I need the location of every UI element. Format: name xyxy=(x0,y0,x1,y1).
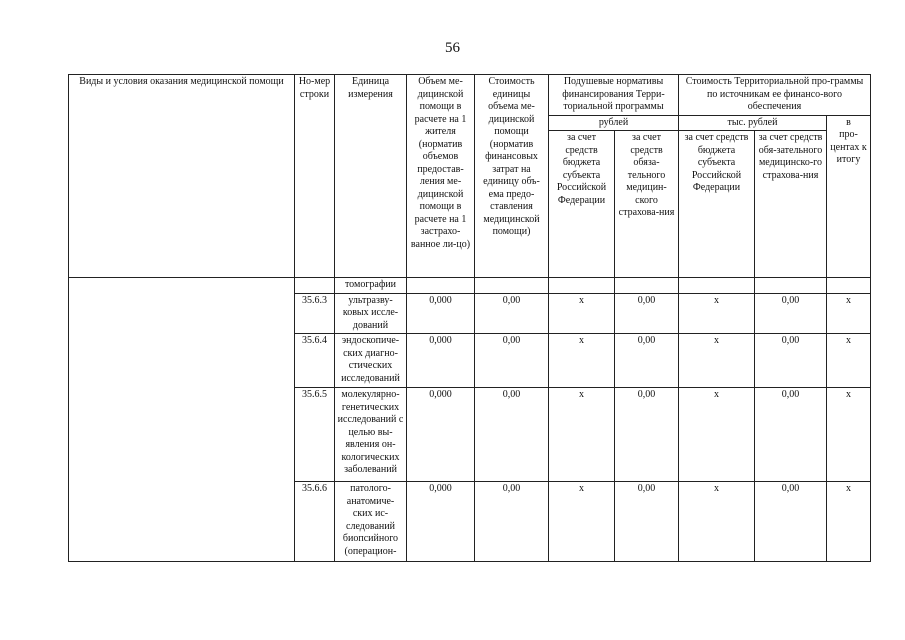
row-pc-budget: х xyxy=(549,482,615,562)
header-percent xyxy=(827,115,871,278)
cont-empty xyxy=(407,278,475,294)
row-percent: х xyxy=(827,293,871,334)
row-volume: 0,000 xyxy=(407,334,475,388)
header-percent-text: про-центах к итогу xyxy=(830,129,867,165)
row-tc-budget: х xyxy=(679,388,755,482)
row-pc-budget: х xyxy=(549,293,615,334)
header-unit: Единица измерения xyxy=(335,75,407,278)
row-tc-oms: 0,00 xyxy=(755,293,827,334)
cont-empty xyxy=(615,278,679,294)
header-tc-oms: за счет средств обя-зательного медицинско-го страхова-ния xyxy=(755,131,827,278)
row-unit: ультразву-ковых иссле-дований xyxy=(335,293,407,334)
cont-empty xyxy=(827,278,871,294)
header-per-capita-group: Подушевые нормативы финансирования Терри-ториальной программы xyxy=(549,75,679,116)
header-pc-budget: за счет средств бюджета субъекта Российской Федерации xyxy=(549,131,615,278)
row-number: 35.6.5 xyxy=(295,388,335,482)
row-unit: эндоскопиче-ских диагно-стических исследований xyxy=(335,334,407,388)
row-volume: 0,000 xyxy=(407,388,475,482)
page-number: 56 xyxy=(445,40,460,56)
header-tc-budget: за счет средств бюджета субъекта Российской Федерации xyxy=(679,131,755,278)
row-percent: х xyxy=(827,388,871,482)
header-unit-thousand: тыс. рублей xyxy=(679,115,827,131)
header-percent-v: в xyxy=(846,116,851,128)
row-cost: 0,00 xyxy=(475,334,549,388)
cont-unit: томографии xyxy=(335,278,407,294)
row-tc-budget: х xyxy=(679,334,755,388)
kinds-cell-empty xyxy=(69,278,295,562)
row-pc-budget: х xyxy=(549,334,615,388)
financing-table xyxy=(68,74,871,562)
header-row-number: Но-мер строки xyxy=(295,75,335,278)
header-volume: Объем ме-дицинской помощи в расчете на 1 жителя (норматив объемов предостав-ления ме-дицинской помощи в расчете на 1 застрахо-ванное ли-цо) xyxy=(407,75,475,278)
row-tc-oms: 0,00 xyxy=(755,388,827,482)
cont-num xyxy=(295,278,335,294)
header-unit-rubles: рублей xyxy=(549,115,679,131)
header-unit-cost: Стоимость единицы объема ме-дицинской помощи (норматив финансовых затрат на единицу объ-ема предо-ставления медицинской помощи) xyxy=(475,75,549,278)
row-number: 35.6.6 xyxy=(295,482,335,562)
row-tc-budget: х xyxy=(679,482,755,562)
row-tc-oms: 0,00 xyxy=(755,482,827,562)
row-pc-oms: 0,00 xyxy=(615,334,679,388)
row-pc-oms: 0,00 xyxy=(615,293,679,334)
row-unit: молекулярно-генетических исследований с целью вы-явления он-кологических заболеваний xyxy=(335,388,407,482)
row-pc-oms: 0,00 xyxy=(615,482,679,562)
row-percent: х xyxy=(827,334,871,388)
cont-empty xyxy=(475,278,549,294)
row-percent: х xyxy=(827,482,871,562)
row-tc-oms: 0,00 xyxy=(755,334,827,388)
cont-empty xyxy=(755,278,827,294)
row-tc-budget: х xyxy=(679,293,755,334)
row-pc-budget: х xyxy=(549,388,615,482)
row-number: 35.6.4 xyxy=(295,334,335,388)
cont-empty xyxy=(679,278,755,294)
header-pc-oms: за счет средств обяза-тельного медицин-ского страхова-ния xyxy=(615,131,679,278)
row-cost: 0,00 xyxy=(475,388,549,482)
cont-empty xyxy=(549,278,615,294)
row-cost: 0,00 xyxy=(475,293,549,334)
row-pc-oms: 0,00 xyxy=(615,388,679,482)
row-unit: патолого-анатомиче-ских ис-следований биопсийного (операцион- xyxy=(335,482,407,562)
row-volume: 0,000 xyxy=(407,482,475,562)
row-number: 35.6.3 xyxy=(295,293,335,334)
header-kinds: Виды и условия оказания медицинской помощи xyxy=(69,75,295,278)
row-cost: 0,00 xyxy=(475,482,549,562)
row-volume: 0,000 xyxy=(407,293,475,334)
header-cost-group: Стоимость Территориальной про-граммы по источникам ее финансо-вого обеспечения xyxy=(679,75,871,116)
